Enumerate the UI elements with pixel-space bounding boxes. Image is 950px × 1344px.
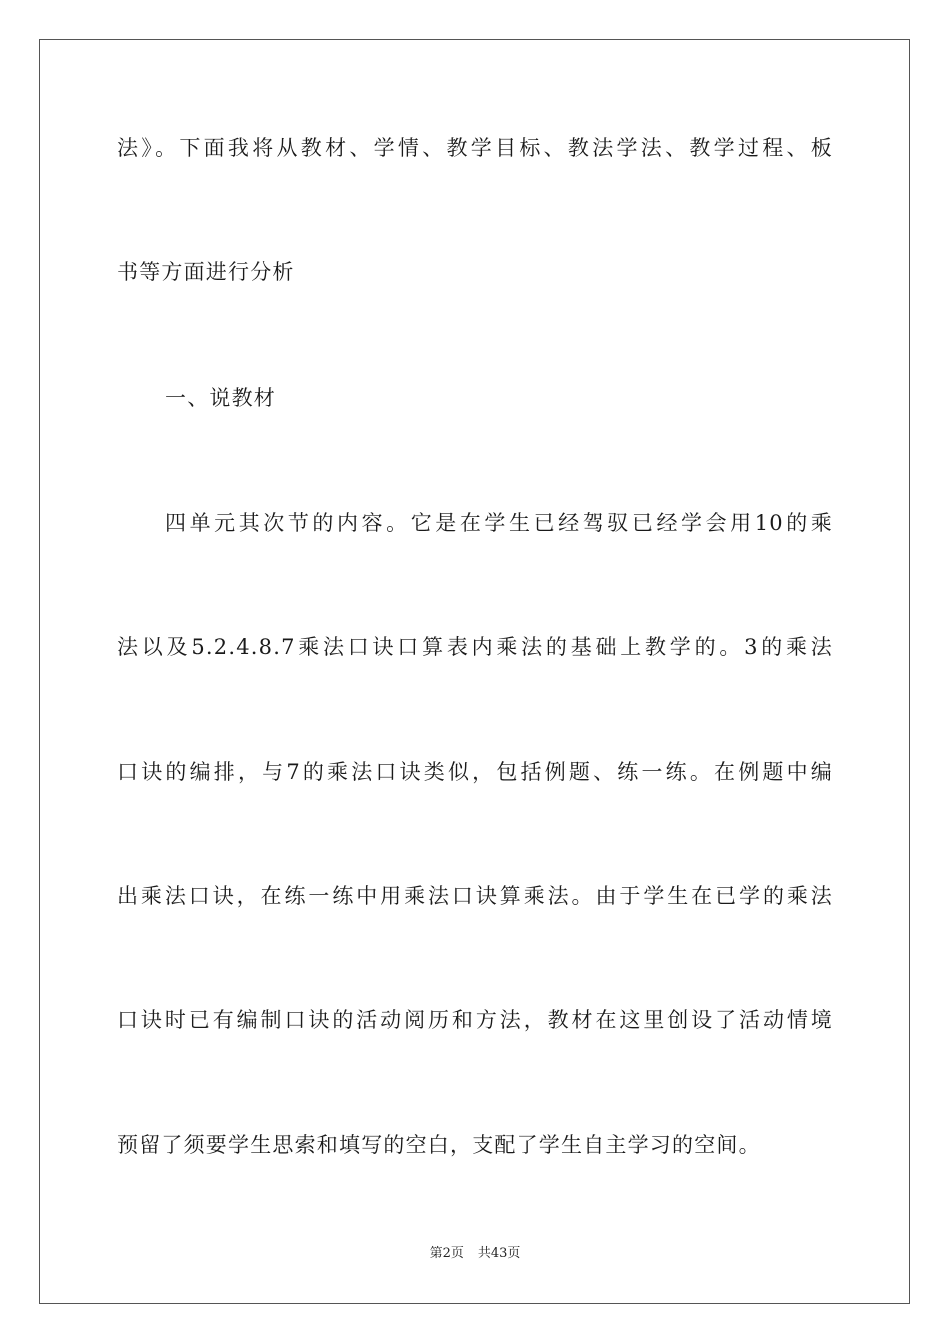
page-number: 第2页: [429, 1246, 464, 1261]
paragraph-line: 口诀时已有编制口诀的活动阅历和方法，教材在这里创设了活动情境: [117, 1008, 833, 1032]
page-footer: [0, 1245, 950, 1263]
paragraph-line: 法以及5.2.4.8.7乘法口诀口算表内乘法的基础上教学的。3的乘法: [117, 635, 833, 659]
paragraph-line: 口诀的编排，与7的乘法口诀类似，包括例题、练一练。在例题中编: [117, 760, 833, 784]
paragraph-line: 预留了须要学生思索和填写的空白，支配了学生自主学习的空间。: [117, 1133, 761, 1157]
page-border: [39, 39, 910, 1304]
paragraph-line: 法》。下面我将从教材、学情、教学目标、教法学法、教学过程、板: [117, 136, 833, 160]
section-heading: 一、说教材: [165, 386, 276, 410]
paragraph-line: 出乘法口诀，在练一练中用乘法口诀算乘法。由于学生在已学的乘法: [117, 884, 833, 908]
total-pages: 共43页: [477, 1246, 521, 1261]
paragraph-line: 四单元其次节的内容。它是在学生已经驾驭已经学会用10的乘: [165, 511, 833, 535]
paragraph-line: 书等方面进行分析: [117, 260, 295, 284]
